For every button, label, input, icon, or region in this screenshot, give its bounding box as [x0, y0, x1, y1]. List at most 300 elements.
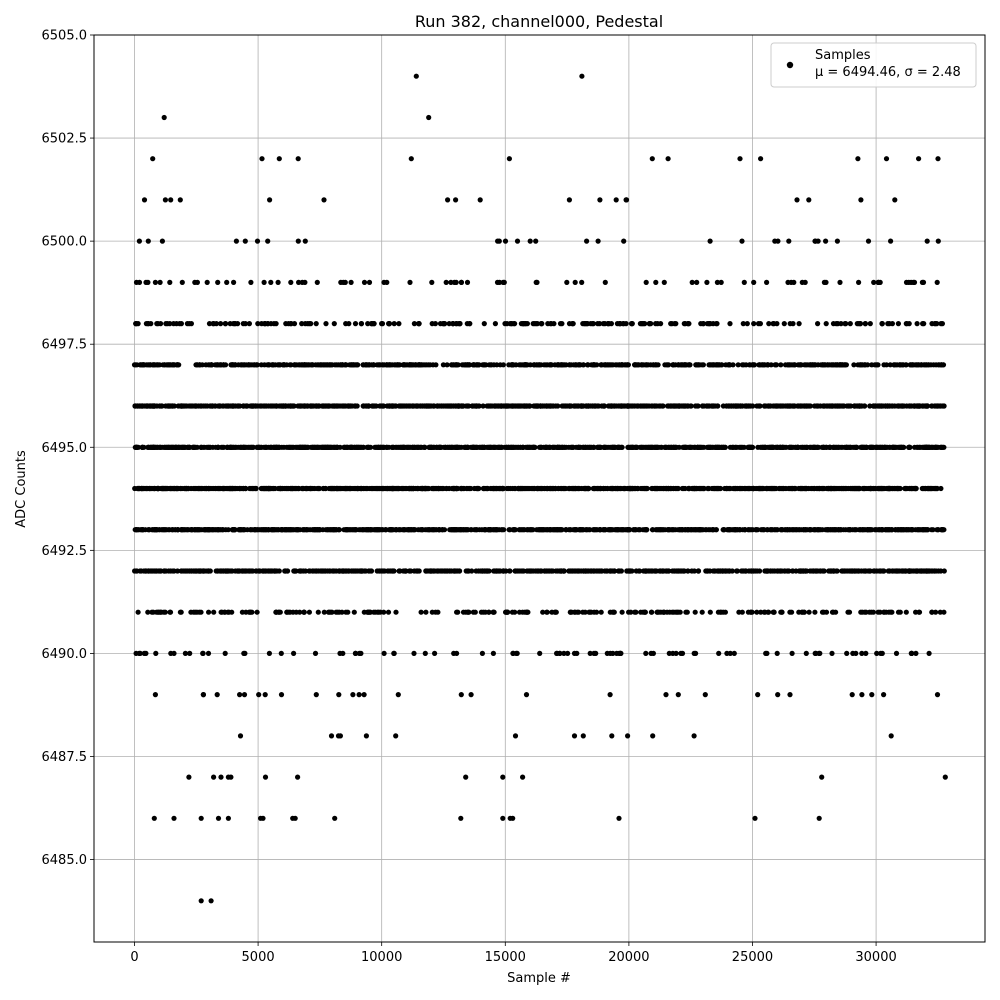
data-point	[626, 568, 631, 573]
data-point	[893, 527, 898, 532]
data-point	[144, 486, 149, 491]
data-point	[854, 486, 859, 491]
data-point	[718, 568, 723, 573]
data-point	[904, 610, 909, 615]
data-point	[271, 403, 276, 408]
data-point	[925, 527, 930, 532]
data-point	[376, 527, 381, 532]
data-point	[341, 527, 346, 532]
data-point	[260, 527, 265, 532]
data-point	[565, 651, 570, 656]
data-point	[438, 445, 443, 450]
data-point	[205, 403, 210, 408]
data-point	[279, 692, 284, 697]
data-point	[917, 568, 922, 573]
data-point	[775, 651, 780, 656]
data-point	[585, 486, 590, 491]
data-point	[550, 445, 555, 450]
data-point	[913, 527, 918, 532]
data-point	[913, 651, 918, 656]
data-point	[515, 568, 520, 573]
data-point	[644, 568, 649, 573]
data-point	[393, 610, 398, 615]
data-point	[363, 486, 368, 491]
data-point	[215, 692, 220, 697]
data-point	[642, 403, 647, 408]
data-point	[393, 733, 398, 738]
data-point	[441, 403, 446, 408]
data-point	[530, 486, 535, 491]
data-point	[437, 403, 442, 408]
data-point	[612, 403, 617, 408]
data-point	[795, 445, 800, 450]
data-point	[302, 445, 307, 450]
data-point	[581, 445, 586, 450]
data-point	[926, 568, 931, 573]
data-point	[706, 445, 711, 450]
data-point	[358, 568, 363, 573]
data-point	[350, 692, 355, 697]
data-point	[877, 568, 882, 573]
data-point	[666, 445, 671, 450]
data-point	[785, 527, 790, 532]
data-point	[352, 610, 357, 615]
data-point	[576, 568, 581, 573]
data-point	[929, 610, 934, 615]
data-point	[427, 403, 432, 408]
data-point	[710, 403, 715, 408]
data-point	[754, 527, 759, 532]
data-point	[706, 486, 711, 491]
data-point	[678, 651, 683, 656]
data-point	[685, 527, 690, 532]
data-point	[420, 527, 425, 532]
data-point	[658, 568, 663, 573]
data-point	[381, 610, 386, 615]
data-point	[861, 568, 866, 573]
data-point	[636, 403, 641, 408]
data-point	[798, 486, 803, 491]
data-point	[510, 610, 515, 615]
data-point	[138, 568, 143, 573]
data-point	[480, 651, 485, 656]
data-point	[517, 527, 522, 532]
data-point	[896, 486, 901, 491]
data-point	[491, 610, 496, 615]
data-point	[422, 486, 427, 491]
data-point	[816, 527, 821, 532]
data-point	[804, 651, 809, 656]
data-point	[844, 651, 849, 656]
data-point	[531, 403, 536, 408]
data-point	[860, 610, 865, 615]
data-point	[413, 527, 418, 532]
data-point	[199, 445, 204, 450]
data-point	[454, 651, 459, 656]
data-point	[176, 445, 181, 450]
data-point	[548, 403, 553, 408]
data-point	[210, 403, 215, 408]
data-point	[529, 568, 534, 573]
data-point	[733, 486, 738, 491]
data-point	[261, 445, 266, 450]
data-point	[841, 527, 846, 532]
data-point	[829, 651, 834, 656]
data-point	[182, 486, 187, 491]
data-point	[201, 692, 206, 697]
data-point	[831, 568, 836, 573]
data-point	[676, 692, 681, 697]
data-point	[484, 568, 489, 573]
data-point	[427, 568, 432, 573]
data-point	[936, 445, 941, 450]
data-point	[704, 568, 709, 573]
data-point	[220, 445, 225, 450]
data-point	[447, 403, 452, 408]
data-point	[904, 403, 909, 408]
data-point	[574, 527, 579, 532]
data-point	[244, 445, 249, 450]
data-point	[423, 610, 428, 615]
data-point	[390, 568, 395, 573]
data-point	[685, 610, 690, 615]
data-point	[291, 486, 296, 491]
data-point	[778, 568, 783, 573]
data-point	[754, 486, 759, 491]
data-point	[493, 403, 498, 408]
data-point	[457, 568, 462, 573]
data-point	[730, 568, 735, 573]
data-point	[587, 527, 592, 532]
data-point	[379, 486, 384, 491]
data-point	[712, 568, 717, 573]
data-point	[779, 610, 784, 615]
data-point	[170, 568, 175, 573]
data-point	[337, 651, 342, 656]
data-point	[352, 568, 357, 573]
data-point	[676, 568, 681, 573]
data-point	[760, 445, 765, 450]
data-point	[403, 568, 408, 573]
data-point	[476, 486, 481, 491]
data-point	[812, 610, 817, 615]
data-point	[726, 527, 731, 532]
data-point	[857, 403, 862, 408]
data-point	[352, 403, 357, 408]
data-point	[900, 527, 905, 532]
data-point	[671, 403, 676, 408]
data-point	[896, 403, 901, 408]
data-point	[722, 527, 727, 532]
data-point	[236, 403, 241, 408]
data-point	[316, 610, 321, 615]
data-point	[915, 403, 920, 408]
data-point	[492, 486, 497, 491]
data-point	[205, 568, 210, 573]
data-point	[291, 651, 296, 656]
data-point	[650, 733, 655, 738]
data-point	[231, 486, 236, 491]
data-point	[492, 445, 497, 450]
data-point	[936, 568, 941, 573]
data-point	[717, 445, 722, 450]
data-point	[221, 403, 226, 408]
data-point	[538, 527, 543, 532]
data-point	[877, 403, 882, 408]
data-point	[369, 486, 374, 491]
data-point	[263, 692, 268, 697]
data-point	[700, 610, 705, 615]
data-point	[632, 610, 637, 615]
data-point	[459, 486, 464, 491]
data-point	[831, 610, 836, 615]
data-point	[505, 610, 510, 615]
data-point	[450, 527, 455, 532]
data-point	[655, 445, 660, 450]
data-point	[194, 527, 199, 532]
data-point	[656, 610, 661, 615]
data-point	[396, 692, 401, 697]
data-point	[816, 651, 821, 656]
data-point	[279, 445, 284, 450]
data-point	[229, 610, 234, 615]
data-point	[881, 692, 886, 697]
data-point	[474, 403, 479, 408]
data-point	[432, 651, 437, 656]
data-point	[286, 610, 291, 615]
data-point	[847, 610, 852, 615]
data-point	[313, 527, 318, 532]
data-point	[414, 445, 419, 450]
data-point	[935, 692, 940, 697]
data-point	[516, 403, 521, 408]
data-point	[537, 651, 542, 656]
data-point	[295, 403, 300, 408]
data-point	[469, 692, 474, 697]
data-point	[622, 486, 627, 491]
data-point	[803, 527, 808, 532]
data-point	[572, 610, 577, 615]
data-point	[710, 527, 715, 532]
data-point	[590, 403, 595, 408]
data-point	[268, 486, 273, 491]
data-point	[471, 445, 476, 450]
data-point	[147, 527, 152, 532]
data-point	[559, 486, 564, 491]
data-point	[599, 403, 604, 408]
data-point	[169, 527, 174, 532]
data-point	[574, 651, 579, 656]
data-point	[134, 651, 139, 656]
data-point	[143, 568, 148, 573]
data-point	[754, 610, 759, 615]
data-point	[876, 527, 881, 532]
data-point	[464, 403, 469, 408]
data-point	[525, 610, 530, 615]
data-point	[773, 445, 778, 450]
data-point	[693, 486, 698, 491]
data-point	[850, 692, 855, 697]
data-point	[185, 445, 190, 450]
data-point	[843, 486, 848, 491]
data-point	[740, 610, 745, 615]
data-point	[337, 568, 342, 573]
data-point	[157, 610, 162, 615]
data-point	[827, 445, 832, 450]
data-point	[393, 445, 398, 450]
data-point	[940, 527, 945, 532]
data-point	[192, 403, 197, 408]
data-point	[256, 692, 261, 697]
data-point	[327, 445, 332, 450]
data-point	[472, 527, 477, 532]
data-point	[566, 527, 571, 532]
data-point	[511, 527, 516, 532]
data-point	[924, 445, 929, 450]
data-point	[520, 568, 525, 573]
data-point	[419, 610, 424, 615]
data-point	[572, 733, 577, 738]
data-point	[368, 445, 373, 450]
data-point	[611, 610, 616, 615]
data-point	[555, 568, 560, 573]
data-point	[618, 527, 623, 532]
data-point	[334, 610, 339, 615]
data-point	[853, 527, 858, 532]
data-point	[455, 610, 460, 615]
data-point	[151, 610, 156, 615]
data-point	[364, 733, 369, 738]
data-point	[625, 403, 630, 408]
data-point	[898, 610, 903, 615]
data-point	[866, 486, 871, 491]
data-point	[923, 486, 928, 491]
data-point	[802, 403, 807, 408]
data-point	[653, 568, 658, 573]
data-point	[563, 403, 568, 408]
data-point	[802, 610, 807, 615]
data-point	[261, 568, 266, 573]
data-point	[516, 486, 521, 491]
data-point	[197, 486, 202, 491]
data-point	[695, 445, 700, 450]
data-point	[875, 445, 880, 450]
data-point	[278, 486, 283, 491]
data-point	[201, 651, 206, 656]
data-point	[492, 527, 497, 532]
data-point	[632, 527, 637, 532]
data-point	[880, 445, 885, 450]
data-point	[374, 445, 379, 450]
data-point	[599, 610, 604, 615]
data-point	[898, 445, 903, 450]
data-point	[142, 651, 147, 656]
data-point	[820, 486, 825, 491]
data-point	[741, 568, 746, 573]
data-point	[748, 610, 753, 615]
data-point	[386, 610, 391, 615]
data-point	[871, 403, 876, 408]
data-point	[877, 486, 882, 491]
data-point	[205, 527, 210, 532]
data-point	[881, 610, 886, 615]
data-point	[136, 610, 141, 615]
data-point	[197, 610, 202, 615]
data-point	[499, 403, 504, 408]
data-point	[314, 692, 319, 697]
data-point	[492, 568, 497, 573]
data-point	[291, 403, 296, 408]
data-point	[400, 403, 405, 408]
data-point	[655, 527, 660, 532]
data-point	[811, 568, 816, 573]
data-point	[894, 651, 899, 656]
data-point	[683, 445, 688, 450]
data-point	[153, 651, 158, 656]
data-point	[428, 445, 433, 450]
data-point	[526, 527, 531, 532]
data-point	[799, 568, 804, 573]
data-point	[236, 527, 241, 532]
data-point	[179, 403, 184, 408]
data-point	[766, 610, 771, 615]
data-point	[301, 610, 306, 615]
data-point	[772, 403, 777, 408]
data-point	[758, 486, 763, 491]
data-point	[179, 527, 184, 532]
data-point	[334, 403, 339, 408]
data-point	[780, 527, 785, 532]
data-point	[433, 610, 438, 615]
data-point	[231, 445, 236, 450]
data-point	[798, 403, 803, 408]
data-point	[887, 486, 892, 491]
data-point	[885, 445, 890, 450]
data-point	[573, 403, 578, 408]
data-point	[411, 403, 416, 408]
data-point	[315, 445, 320, 450]
data-point	[636, 568, 641, 573]
data-point	[942, 568, 947, 573]
data-point	[322, 610, 327, 615]
data-point	[332, 527, 337, 532]
data-point	[256, 445, 261, 450]
data-point	[850, 651, 855, 656]
data-point	[620, 610, 625, 615]
data-point	[583, 568, 588, 573]
data-point	[511, 445, 516, 450]
data-point	[503, 568, 508, 573]
data-point	[863, 651, 868, 656]
data-point	[536, 486, 541, 491]
data-point	[664, 486, 669, 491]
data-point	[459, 692, 464, 697]
data-point	[279, 651, 284, 656]
data-point	[211, 610, 216, 615]
data-point	[677, 403, 682, 408]
data-point	[364, 527, 369, 532]
data-point	[402, 527, 407, 532]
data-point	[168, 403, 173, 408]
data-point	[206, 651, 211, 656]
data-point	[267, 651, 272, 656]
data-point	[321, 486, 326, 491]
data-point	[839, 486, 844, 491]
data-point	[390, 486, 395, 491]
data-point	[658, 403, 663, 408]
data-point	[381, 568, 386, 573]
data-point	[591, 445, 596, 450]
